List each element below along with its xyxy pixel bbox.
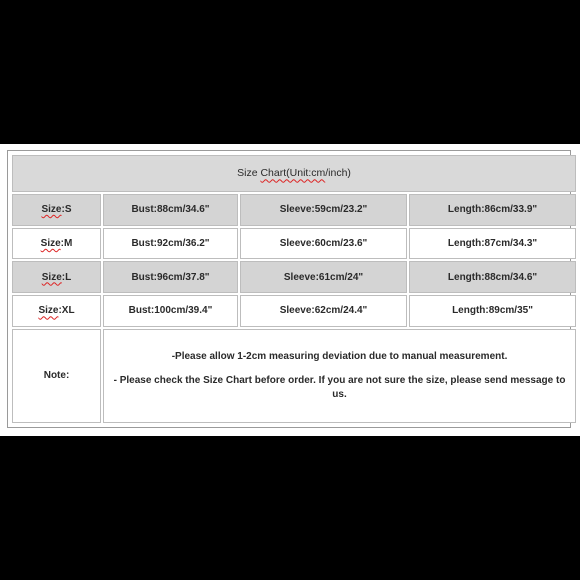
- length-cell: Length:88cm/34.6": [409, 261, 576, 293]
- length-cell: Length:86cm/33.9": [409, 194, 576, 226]
- size-cell: [12, 228, 101, 260]
- title-row: [12, 155, 576, 192]
- length-cell: Length:87cm/34.3": [409, 228, 576, 260]
- size-cell: [12, 194, 101, 226]
- note-row: [12, 329, 576, 423]
- table-row: [12, 295, 576, 327]
- bust-cell: Bust:96cm/37.8": [103, 261, 238, 293]
- size-value: :M: [60, 237, 73, 249]
- size-chart-image: [0, 144, 580, 436]
- title-suffix-text: /inch): [325, 167, 351, 180]
- size-value: :XL: [58, 305, 75, 317]
- size-value: :S: [61, 204, 72, 216]
- size-cell: [12, 261, 101, 293]
- note-line-check-size: - Please check the Size Chart before order. If you are not sure the size, please send message to us.: [113, 374, 566, 400]
- size-chart-frame: [7, 150, 571, 428]
- title-text: Size: [237, 167, 261, 180]
- size-prefix: Size: [41, 204, 62, 216]
- table-row: [12, 194, 576, 226]
- size-value: :L: [61, 271, 72, 283]
- size-cell: [12, 295, 101, 327]
- size-prefix: Size: [38, 305, 59, 317]
- bust-cell: Bust:100cm/39.4": [103, 295, 238, 327]
- sleeve-cell: Sleeve:62cm/24.4": [240, 295, 407, 327]
- size-prefix: Size: [41, 271, 62, 283]
- chart-title: [12, 155, 576, 192]
- note-content: [103, 329, 576, 423]
- length-cell: Length:89cm/35": [409, 295, 576, 327]
- note-label: Note:: [12, 329, 101, 423]
- sleeve-cell: Sleeve:61cm/24": [240, 261, 407, 293]
- size-chart-table: [10, 153, 578, 425]
- title-underlined-text: Chart(Unit:cm: [260, 167, 326, 180]
- size-prefix: Size: [40, 237, 61, 249]
- table-row: [12, 261, 576, 293]
- note-line-measuring: -Please allow 1-2cm measuring deviation due to manual measurement.: [171, 350, 508, 362]
- bust-cell: Bust:92cm/36.2": [103, 228, 238, 260]
- bust-cell: Bust:88cm/34.6": [103, 194, 238, 226]
- sleeve-cell: Sleeve:59cm/23.2": [240, 194, 407, 226]
- table-row: [12, 228, 576, 260]
- sleeve-cell: Sleeve:60cm/23.6": [240, 228, 407, 260]
